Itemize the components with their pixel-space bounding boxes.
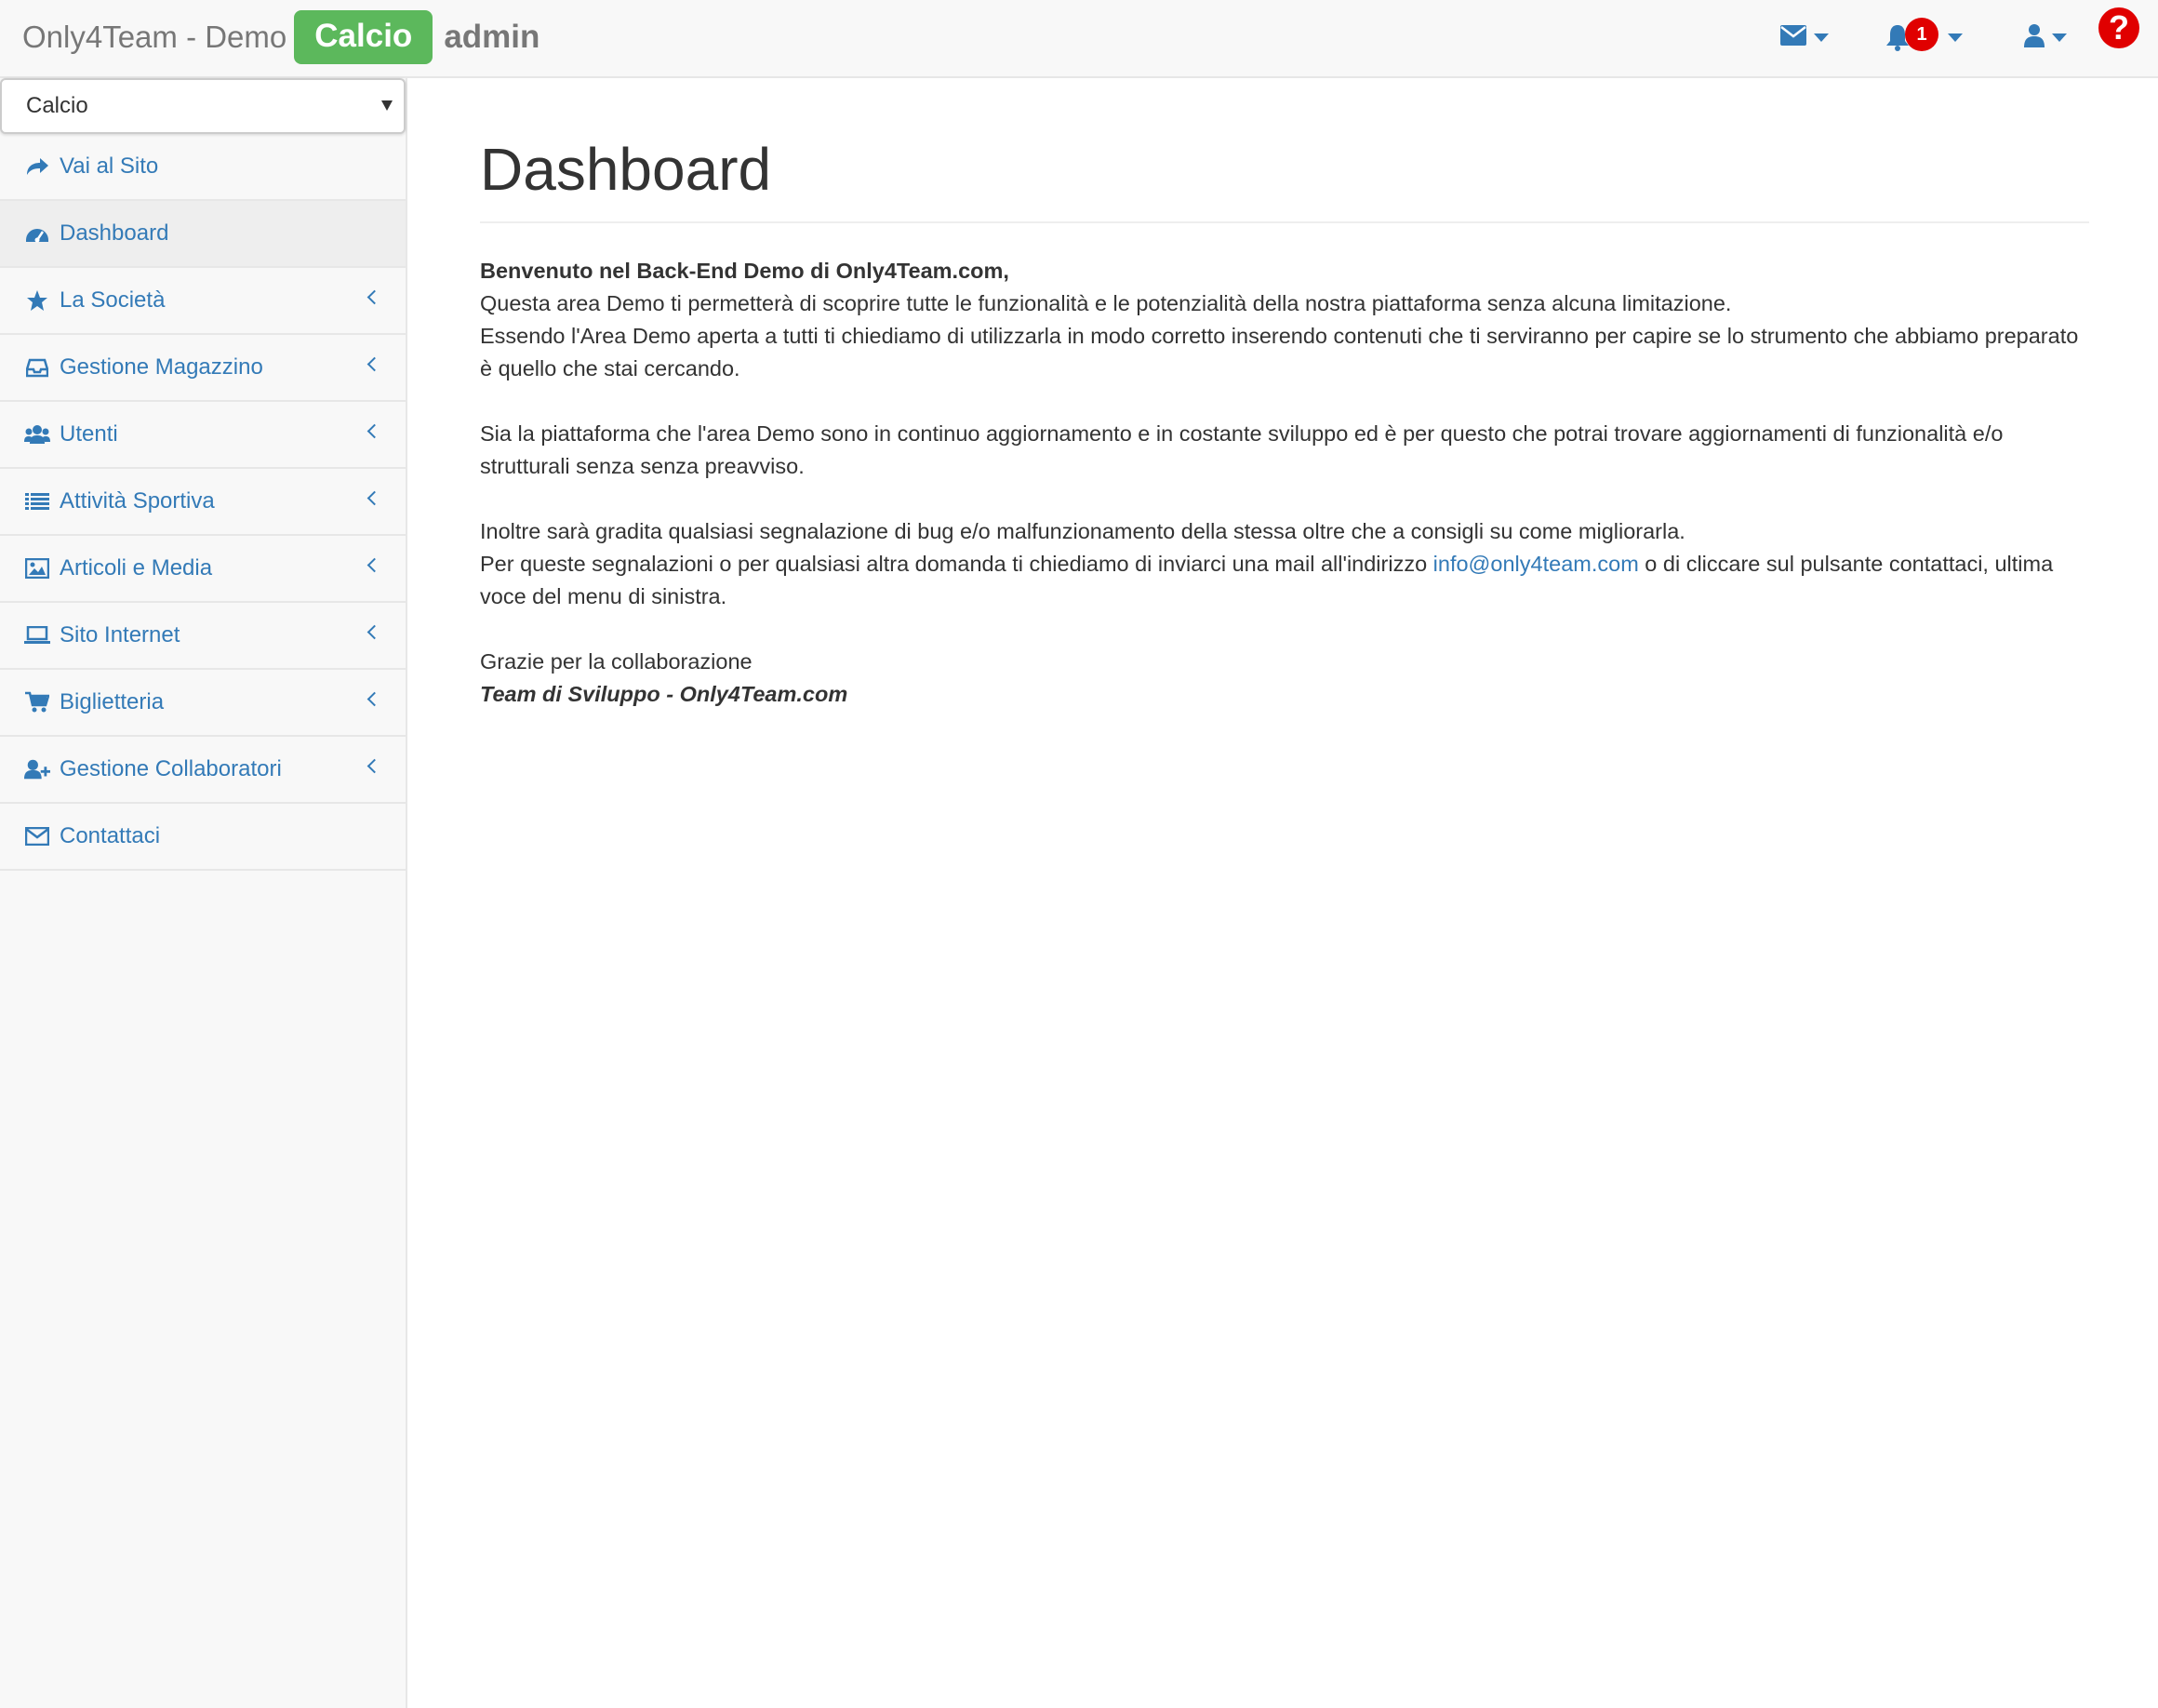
sidebar-item-label: Contattaci [60,823,161,848]
sidebar-item-la-societa[interactable] [0,268,406,335]
sidebar-item-vai-al-sito[interactable] [0,134,406,201]
chevron-left-icon [367,424,382,439]
intro-line-1: Questa area Demo ti permetterà di scoprire tutte le funzionalità e le potenzialità della nostra piattaforma senza alcuna limitazione. [480,291,1732,315]
sidebar-item-biglietteria[interactable] [0,670,406,737]
inbox-icon [24,354,50,380]
sport-select-value: Calcio [26,93,88,118]
feedback-line-2-end: o di cliccare sul pulsante contattaci, ultima voce del menu di sinistra. [480,552,2054,608]
thanks-text: Grazie per la collaborazione [480,649,753,674]
chevron-left-icon [367,625,382,640]
cart-icon [24,689,50,715]
welcome-text [480,255,2089,743]
closing-paragraph [480,646,2089,711]
sidebar-item-label: Sito Internet [60,622,180,647]
image-icon [24,555,50,581]
chevron-down-icon [381,100,393,111]
feedback-line-2-start: Per queste segnalazioni o per qualsiasi altra domanda ti chiediamo di inviarci una mail all'indirizzo [480,552,1433,576]
sidebar [0,78,407,1708]
sidebar-item-label: Utenti [60,421,118,447]
user-dropdown[interactable] [2024,13,2067,61]
sidebar-item-articoli-e-media[interactable] [0,536,406,603]
sidebar-item-label: Dashboard [60,220,169,246]
sidebar-item-attivita-sportiva[interactable] [0,469,406,536]
chevron-down-icon [1814,33,1829,42]
chevron-down-icon [2052,33,2067,42]
sidebar-item-label: Biglietteria [60,689,165,714]
brand-title: Only4Team - Demo [22,20,287,54]
top-navbar [0,0,2158,78]
help-icon[interactable]: ? [2098,7,2139,48]
welcome-heading: Benvenuto nel Back-End Demo di Only4Team.com, [480,259,1009,283]
sidebar-item-label: Gestione Magazzino [60,354,263,380]
users-icon [24,421,50,447]
page-title: Dashboard [480,136,772,203]
laptop-icon [24,622,50,648]
chevron-left-icon [367,692,382,707]
sidebar-item-label: Articoli e Media [60,555,213,580]
sidebar-item-gestione-magazzino[interactable] [0,335,406,402]
chevron-left-icon [367,558,382,573]
intro-line-2: Essendo l'Area Demo aperta a tutti ti chiediamo di utilizzarla in modo corretto inserendo contenuti che ti serviranno per capire se lo strumento che abbiamo preparato è quello che stai cercando. [480,324,2079,380]
chevron-left-icon [367,491,382,506]
chevron-left-icon [367,759,382,774]
chevron-left-icon [367,357,382,372]
chevron-left-icon [367,290,382,305]
sidebar-item-label: Vai al Sito [60,153,159,179]
update-paragraph [480,418,2089,483]
envelope-icon [1780,25,1806,50]
signature: Team di Sviluppo - Only4Team.com [480,682,848,706]
sidebar-item-utenti[interactable] [0,402,406,469]
user-plus-icon [24,756,50,782]
sidebar-item-contattaci[interactable] [0,804,406,871]
envelope-icon [24,823,50,849]
sidebar-item-label: La Società [60,287,166,313]
notifications-dropdown[interactable] [1885,13,1963,61]
update-text: Sia la piattaforma che l'area Demo sono in continuo aggiornamento e in costante sviluppo ed è per questo che potrai trovare aggiornamenti di funzionalità e/o strutturali senza senza preavviso. [480,421,2004,478]
page-header [480,134,2089,223]
chevron-down-icon [1948,33,1963,42]
sidebar-item-label: Gestione Collaboratori [60,756,282,781]
messages-dropdown[interactable] [1780,13,1829,61]
list-icon [24,488,50,514]
dashboard-icon [24,220,50,247]
sidebar-item-label: Attività Sportiva [60,488,215,514]
star-icon [24,287,50,314]
user-label: admin [444,19,540,55]
feedback-line-1: Inoltre sarà gradita qualsiasi segnalazione di bug e/o malfunzionamento della stessa oltre che a consigli su come migliorarla. [480,519,1685,543]
share-icon [24,153,50,180]
sport-badge: Calcio [294,10,433,64]
email-link[interactable]: info@only4team.com [1432,552,1639,576]
sidebar-item-gestione-collaboratori[interactable] [0,737,406,804]
main-content [407,78,2158,1708]
brand[interactable] [22,0,540,74]
sport-select[interactable] [0,78,406,134]
notification-count-badge: 1 [1905,18,1938,51]
sidebar-item-dashboard[interactable] [0,201,406,268]
bell-icon [1885,23,1927,51]
intro-paragraph [480,255,2089,385]
feedback-paragraph [480,515,2089,613]
user-icon [2024,23,2045,52]
sidebar-menu [0,134,406,871]
sidebar-item-sito-internet[interactable] [0,603,406,670]
